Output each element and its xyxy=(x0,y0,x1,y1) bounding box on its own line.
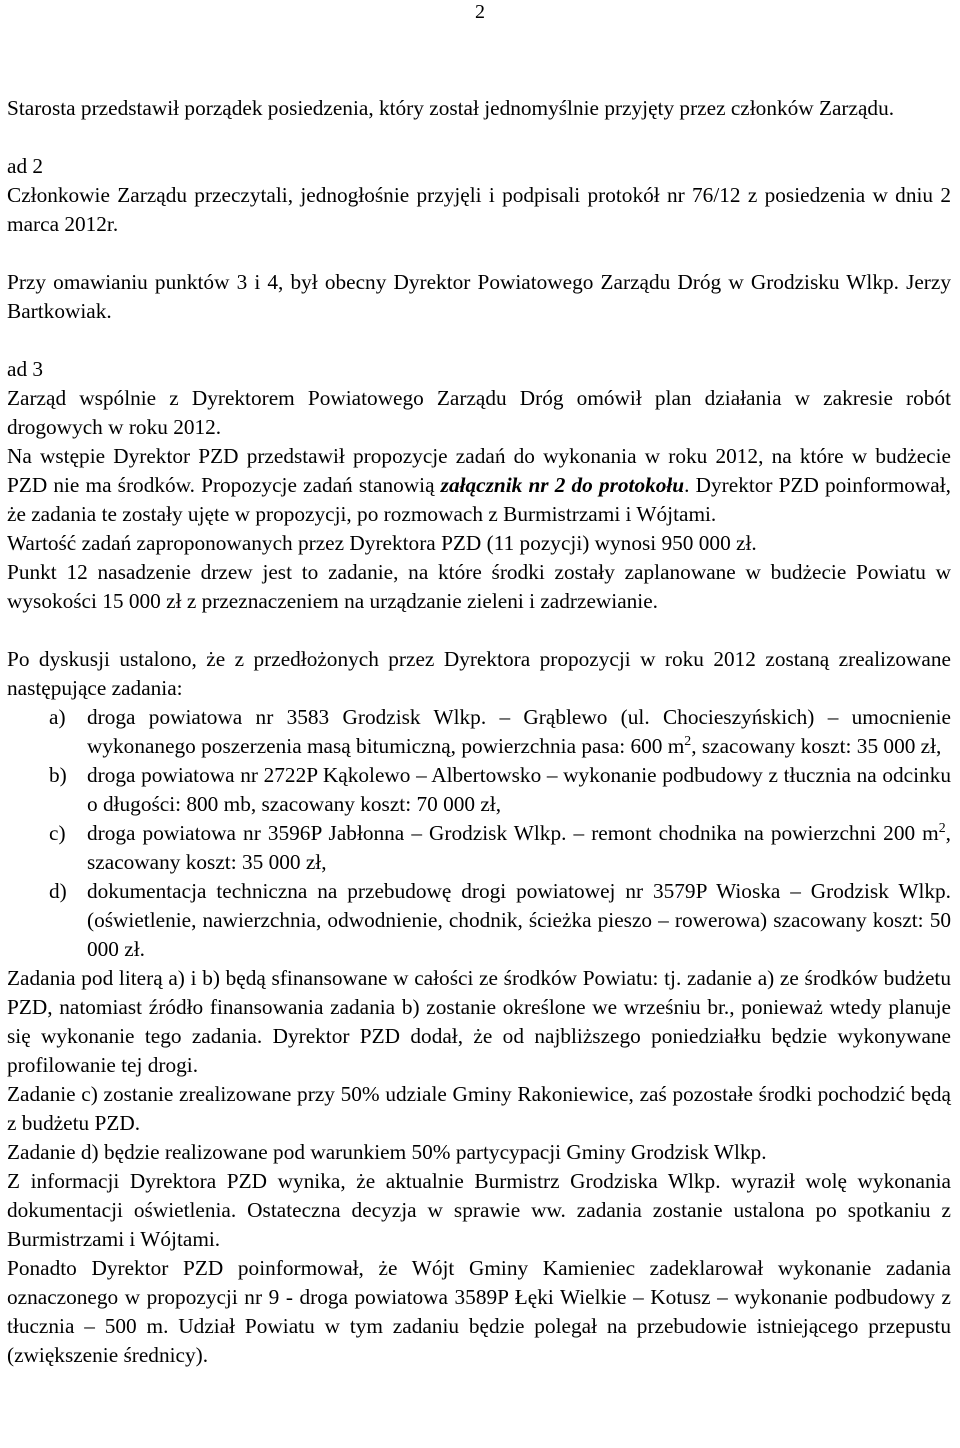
paragraph-financing: Zadania pod literą a) i b) będą sfinansowane w całości ze środków Powiatu: tj. zadanie a) ze środków budżetu PZD, natomiast źródło finansowania zadania b) zostanie określone we wrześniu br., ponieważ wtedy planuje się wykonanie tego zadania. Dyrektor PZD dodał, że od najbliższego poniedziałku będzie wykonywane profilowanie tej drogi. xyxy=(7,966,951,1077)
paragraph-tree-planting: Punkt 12 nasadzenie drzew jest to zadanie, na które środki zostały zaplanowane w budżecie Powiatu w wysokości 15 000 zł z przeznaczeniem na urządzanie zieleni i zadrzewianie. xyxy=(7,560,951,613)
paragraph-road-plan: Zarząd wspólnie z Dyrektorem Powiatowego Zarządu Dróg omówił plan działania w zakresie robót drogowych w roku 2012. xyxy=(7,386,951,439)
paragraph-protocol-approval: Członkowie Zarządu przeczytali, jednogłośnie przyjęli i podpisali protokół nr 76/12 z posiedzenia w dniu 2 marca 2012r. xyxy=(7,183,951,236)
task-text: droga powiatowa nr 3583 Grodzisk Wlkp. – Grąblewo (ul. Chocieszyńskich) – umocnienie wykonanego poszerzenia masą bitumiczną, powierzchnia pasa: 600 m xyxy=(87,705,951,758)
task-list xyxy=(7,703,951,964)
task-text: droga powiatowa nr 3596P Jabłonna – Grodzisk Wlkp. – remont chodnika na powierzchni 200 m xyxy=(87,821,939,845)
task-item-b xyxy=(7,761,951,819)
paragraph-attendance: Przy omawianiu punktów 3 i 4, był obecny Dyrektor Powiatowego Zarządu Dróg w Grodzisku Wlkp. Jerzy Bartkowiak. xyxy=(7,270,951,323)
task-marker: a) xyxy=(49,705,66,729)
proposals-text-end: . Dyrektor PZD poinformował, że zadania te zostały ujęte w propozycji, po rozmowach z Burmistrzami i Wójtami. xyxy=(7,473,951,526)
paragraph-total-value: Wartość zadań zaproponowanych przez Dyrektora PZD (11 pozycji) wynosi 950 000 zł. xyxy=(7,531,757,555)
spacer xyxy=(7,326,951,355)
attachment-reference: załącznik nr 2 do protokołu xyxy=(440,473,685,497)
paragraph-task-c: Zadanie c) zostanie zrealizowane przy 50% udziale Gminy Rakoniewice, zaś pozostałe środki pochodzić będą z budżetu PZD. xyxy=(7,1082,951,1135)
spacer xyxy=(7,123,951,152)
task-item-c xyxy=(7,819,951,877)
proposals-text-start: Na wstępie Dyrektor PZD przedstawił propozycje zadań do wykonania w roku 2012, na które w budżecie PZD nie ma środków. Propozycje zadań stanowią xyxy=(7,444,951,497)
task-text: dokumentacja techniczna na przebudowę drogi powiatowej nr 3579P Wioska – Grodzisk Wlkp. (oświetlenie, nawierzchnia, odwodnienie, chodnik, ścieżka pieszo – rowerowa) szacowany koszt: 50 000 zł. xyxy=(87,879,951,961)
superscript: 2 xyxy=(938,819,946,835)
paragraph-lighting: Z informacji Dyrektora PZD wynika, że aktualnie Burmistrz Grodziska Wlkp. wyraził wolę wykonania dokumentacji oświetlenia. Ostateczna decyzja w sprawie ww. zadania zostanie ustalona po spotkaniu z Burmistrzami i Wójtami. xyxy=(7,1169,951,1251)
spacer xyxy=(7,239,951,268)
task-text: droga powiatowa nr 2722P Kąkolewo – Albertowsko – wykonanie podbudowy z tłucznia na odcinku o długości: 800 mb, szacowany koszt: 70 000 zł, xyxy=(87,763,951,816)
task-item-d xyxy=(7,877,951,964)
task-text-tail: , szacowany koszt: 35 000 zł, xyxy=(87,821,951,874)
task-marker: d) xyxy=(49,879,67,903)
section-heading-ad2: ad 2 xyxy=(7,154,44,178)
task-marker: c) xyxy=(49,821,66,845)
task-marker: b) xyxy=(49,763,67,787)
task-text-tail: , szacowany koszt: 35 000 zł, xyxy=(691,734,942,758)
paragraph-kamieniec: Ponadto Dyrektor PZD poinformował, że Wójt Gminy Kamieniec zadeklarował wykonanie zadania oznaczonego w propozycji nr 9 - droga powiatowa 3589P Łęki Wielkie – Kotusz – wykonanie podbudowy z tłucznia – 500 m. Udział Powiatu w tym zadaniu będzie polegał na przebudowie istniejącego przepustu (zwiększenie średnicy). xyxy=(7,1256,951,1367)
task-item-a xyxy=(7,703,951,761)
spacer xyxy=(7,616,951,645)
paragraph-discussion-result: Po dyskusji ustalono, że z przedłożonych przez Dyrektora propozycji w roku 2012 zostaną zrealizowane następujące zadania: xyxy=(7,647,951,700)
paragraph-task-d: Zadanie d) będzie realizowane pod warunkiem 50% partycypacji Gminy Grodzisk Wlkp. xyxy=(7,1140,767,1164)
section-heading-ad3: ad 3 xyxy=(7,357,44,381)
document-body xyxy=(7,94,951,1370)
paragraph-agenda: Starosta przedstawił porządek posiedzenia, który został jednomyślnie przyjęty przez członków Zarządu. xyxy=(7,96,895,120)
paragraph-proposals xyxy=(7,442,951,529)
page-number: 2 xyxy=(475,1,485,23)
superscript: 2 xyxy=(684,732,692,748)
